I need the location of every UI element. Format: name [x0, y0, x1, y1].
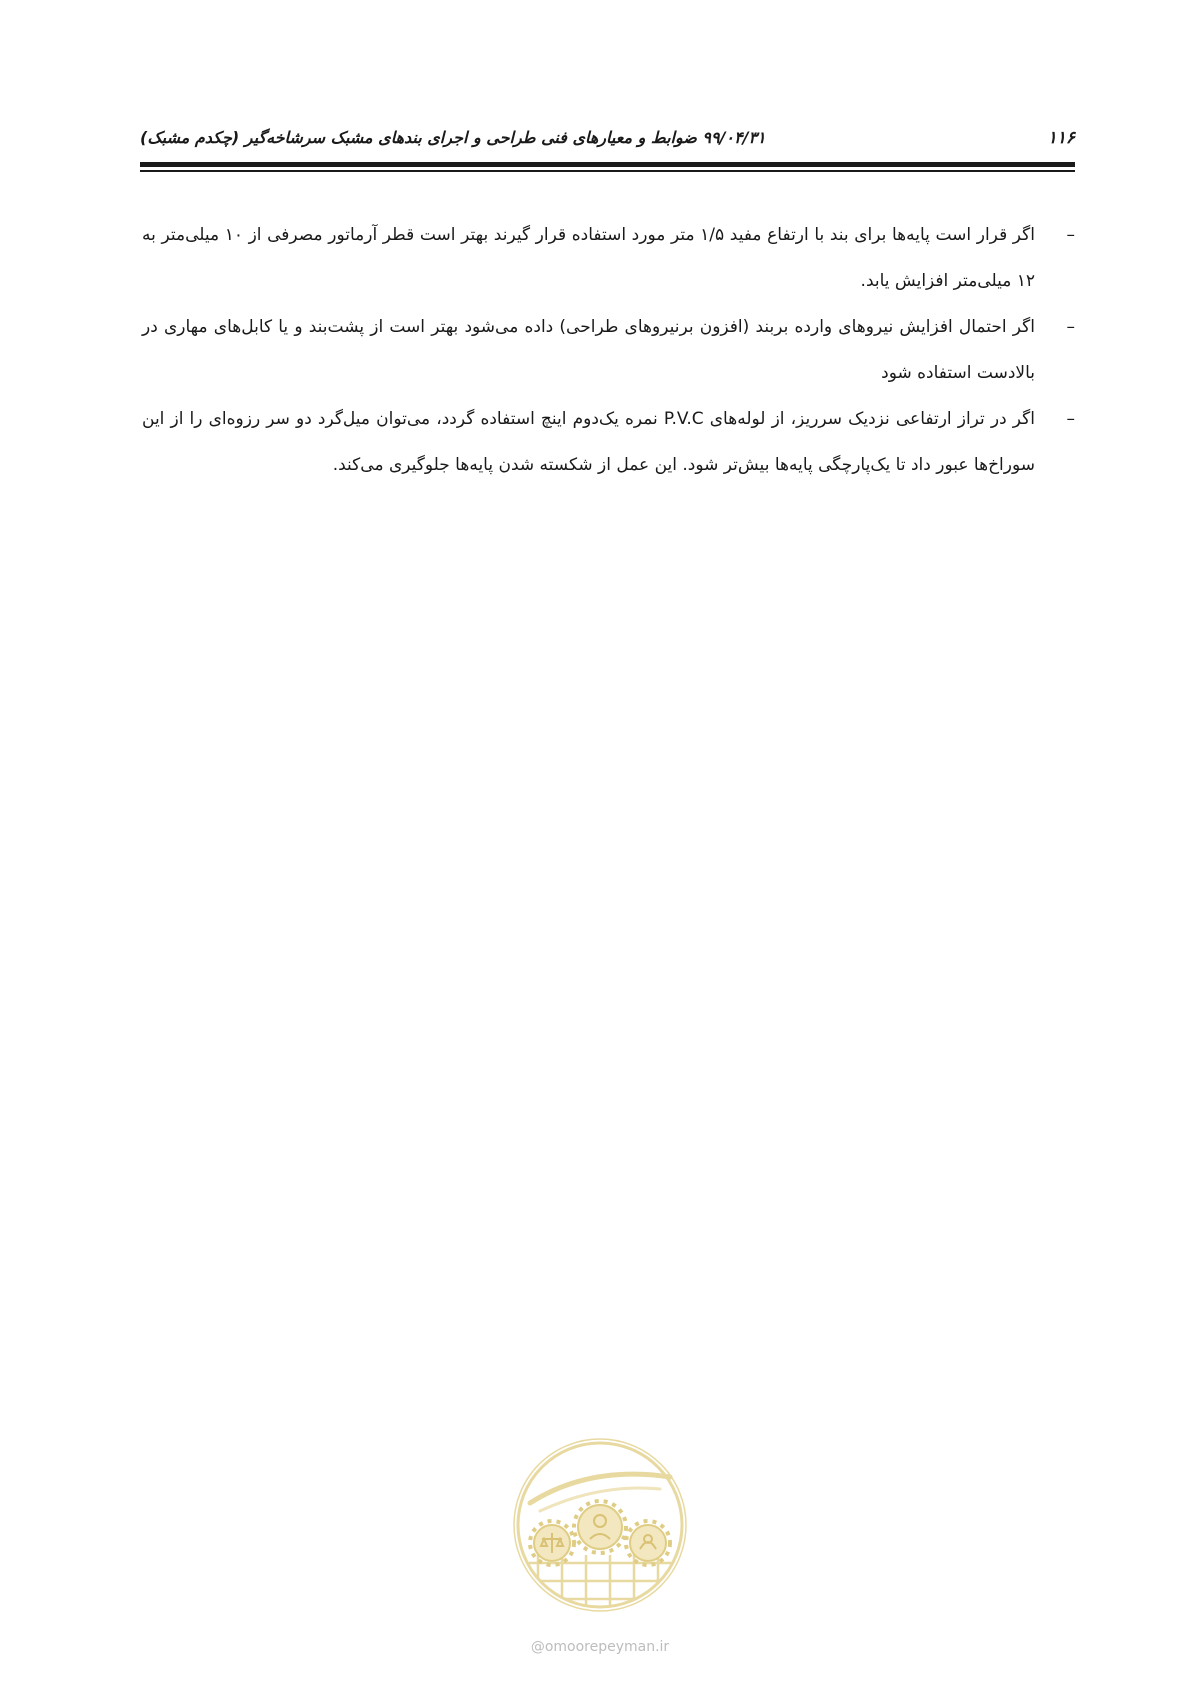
watermark-caption: @omoorepeyman.ir [530, 1639, 670, 1655]
bullet-dash: – [1066, 409, 1075, 429]
list-item-text: اگر قرار است پایه‌ها برای بند با ارتفاع مفید ۱/۵ متر مورد استفاده قرار گیرند بهتر است قطر آرماتور مصرفی از ۱۰ میلی‌متر به ۱۲ میلی‌متر افزایش یابد. [142, 225, 1035, 291]
header-rule-thin [140, 170, 1075, 172]
bullet-dash: – [1066, 317, 1075, 337]
bullet-dash: – [1066, 225, 1075, 245]
watermark [500, 1425, 700, 1665]
list-item [142, 396, 1075, 488]
running-title: ۹۹/۰۴/۳۱ ضوابط و معیارهای فنی طراحی و اجرای بندهای مشبک سرشاخه‌گیر (چکدم مشبک) [140, 128, 766, 147]
header-rule-thick [140, 162, 1075, 167]
body-bullet-list [142, 212, 1075, 488]
list-item [142, 212, 1075, 304]
page-number: ۱۱۶ [1047, 128, 1075, 148]
page-header [140, 128, 1075, 154]
list-item-text: اگر در تراز ارتفاعی نزدیک سرریز، از لوله‌های P.V.C نمره یک‌دوم اینچ استفاده گردد، می‌توان میل‌گرد دو سر رزوه‌ای را از این سوراخ‌ها عبور داد تا یک‌پارچگی پایه‌ها بیش‌تر شود. این عمل از شکسته شدن پایه‌ها جلوگیری می‌کند. [142, 409, 1035, 475]
list-item-text: اگر احتمال افزایش نیروهای وارده بربند (افزون برنیروهای طراحی) داده می‌شود بهتر است از پشت‌بند و یا کابل‌های مهاری در بالادست استفاده شود [142, 317, 1035, 383]
watermark-logo-icon [500, 1425, 700, 1635]
list-item [142, 304, 1075, 396]
